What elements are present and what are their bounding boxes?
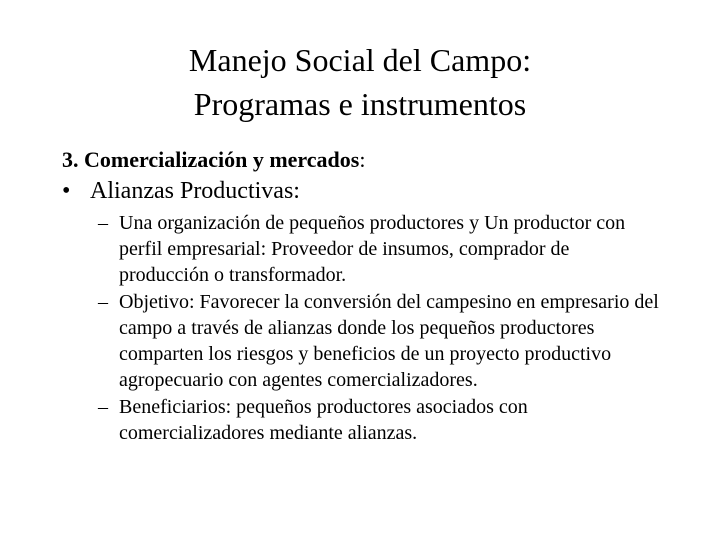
sub-bullet-marker: – — [98, 396, 108, 418]
sub-bullet-list — [62, 210, 682, 446]
slide-title — [0, 38, 720, 126]
sub-bullet-text: Una organización de pequeños productores y Un productor con perfil empresarial: Proveedor de insumos, comprador de producción o transformador. — [119, 212, 626, 286]
bullet-text: Alianzas Productivas: — [90, 178, 300, 204]
section-heading-text: 3. Comercialización y mercados — [62, 147, 360, 172]
slide-title-line-1: Manejo Social del Campo: — [188, 42, 532, 78]
sub-bullet-beneficiarios — [62, 394, 659, 446]
sub-bullet-marker: – — [98, 212, 108, 234]
sub-bullet-text: Objetivo: Favorecer la conversión del campesino en empresario del campo a través de alianzas donde los pequeños productores comparten los riesgos y beneficios de un proyecto productivo agropecuario con agentes comercializadores. — [119, 291, 659, 391]
section-heading — [62, 146, 682, 174]
sub-bullet-objetivo — [62, 289, 659, 393]
bullet-alianzas-productivas — [62, 176, 682, 206]
sub-bullet-text: Beneficiarios: pequeños productores asociados con comercializadores mediante alianzas. — [119, 396, 528, 444]
slide-content — [62, 146, 682, 447]
sub-bullet-marker: – — [98, 291, 108, 313]
bullet-marker: • — [62, 178, 71, 204]
section-heading-colon: : — [359, 147, 366, 172]
slide-title-line-2: Programas e instrumentos — [193, 86, 527, 122]
sub-bullet-organizacion — [62, 210, 659, 288]
